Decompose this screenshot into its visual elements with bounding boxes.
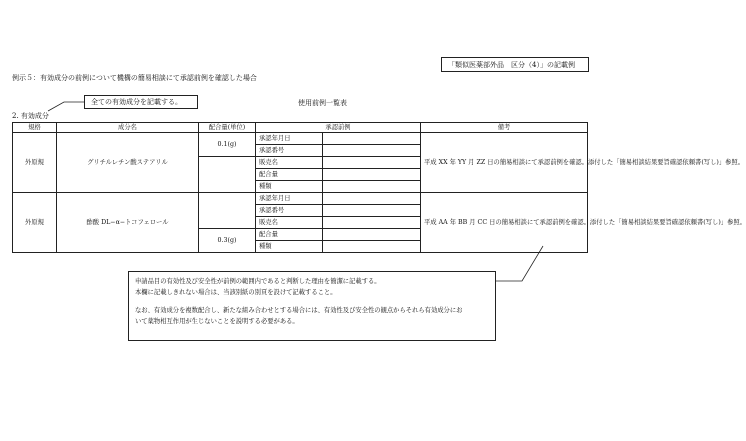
table-header-row — [13, 123, 588, 133]
precedent-field-value — [323, 205, 421, 217]
precedent-field-value — [323, 241, 421, 253]
header-remarks: 備考 — [421, 123, 588, 133]
standard-cell: 外原規 — [13, 133, 57, 193]
precedent-field-value — [323, 157, 421, 169]
precedent-field-label: 承認番号 — [256, 205, 323, 217]
precedent-field-label: 承認年月日 — [256, 133, 323, 145]
precedent-field-value — [323, 193, 421, 205]
precedent-field-label: 承認年月日 — [256, 193, 323, 205]
precedent-field-value — [323, 145, 421, 157]
remark-cell: 平成 AA 年 BB 月 CC 日の簡易相談にて承認前例を確認。添付した「簡易相談結果要旨確認依頼書(写し)」参照。 — [421, 193, 588, 253]
precedent-field-value — [323, 217, 421, 229]
precedent-field-label: 販売名 — [256, 157, 323, 169]
note-line: 本欄に記載しきれない場合は、当該別紙の別頁を設けて記載すること。 — [135, 288, 337, 296]
header-amount: 配合量(単位) — [199, 123, 256, 133]
precedent-field-value — [323, 133, 421, 145]
precedent-field-label: 販売名 — [256, 217, 323, 229]
note-line: なお、有効成分を複数配合し、新たな組み合わせとする場合には、有効性及び安全性の観点からそれら有効成分にお — [135, 307, 463, 314]
amount-cell: 0.1(g) — [199, 133, 256, 157]
amount-cell-blank — [199, 193, 256, 229]
callout-box: 全ての有効成分を記載する。 — [84, 95, 198, 109]
table-row — [13, 133, 588, 145]
example-title: 例示５：有効成分の前例について機構の簡易相談にて承認前例を確認した場合 — [12, 74, 257, 82]
ingredient-name-cell: グリチルレチン酸ステアリル — [57, 133, 199, 193]
precedent-field-label: 種類 — [256, 241, 323, 253]
header-standard: 規格 — [13, 123, 57, 133]
note-line: 申請品目の有効性及び安全性が前例の範囲内であると判断した理由を簡潔に記載する。 — [135, 278, 381, 285]
section-label: 2. 有効成分 — [12, 112, 49, 120]
amount-cell: 0.3(g) — [199, 229, 256, 253]
ingredient-name-cell: 酢酸 DL−α−トコフェロール — [57, 193, 199, 253]
standard-cell: 外原規 — [13, 193, 57, 253]
header-ingredient: 成分名 — [57, 123, 199, 133]
note-line: いて薬物相互作用が生じないことを説明する必要がある。 — [135, 317, 299, 325]
document-category-label: 「類似医薬部外品 区分（4）」の記載例 — [441, 57, 589, 72]
precedent-field-value — [323, 181, 421, 193]
precedent-field-label: 配合量 — [256, 229, 323, 241]
remark-cell: 平成 XX 年 YY 月 ZZ 日の簡易相談にて承認前例を確認。添付した「簡易相談結果要旨確認依頼書(写し)」参照。 — [421, 133, 588, 193]
explanation-note-box — [128, 271, 496, 341]
amount-cell-blank — [199, 157, 256, 193]
callout-leader-line — [48, 102, 84, 111]
precedent-field-label: 配合量 — [256, 169, 323, 181]
table-title: 使用前例一覧表 — [298, 99, 347, 107]
header-precedent: 承認前例 — [256, 123, 421, 133]
precedent-table — [12, 122, 746, 253]
precedent-field-label: 承認番号 — [256, 145, 323, 157]
table-row — [13, 193, 588, 205]
precedent-field-value — [323, 229, 421, 241]
precedent-field-label: 種類 — [256, 181, 323, 193]
precedent-field-value — [323, 169, 421, 181]
